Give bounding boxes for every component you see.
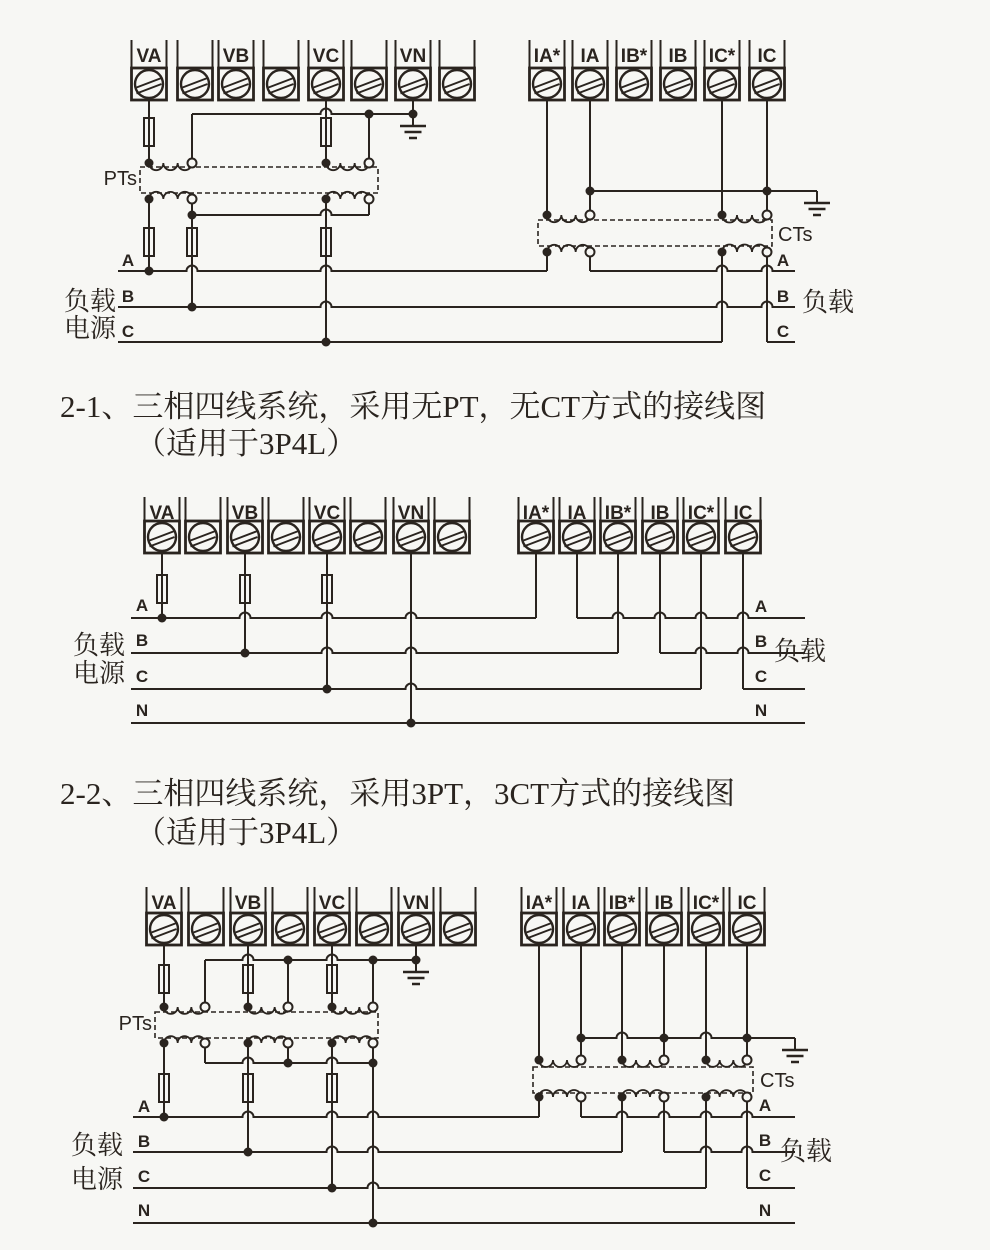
- wire: [577, 613, 805, 619]
- polarity-terminal: [586, 211, 595, 220]
- terminal-blank: [440, 40, 475, 100]
- terminal-blank: [178, 40, 213, 100]
- junction-dot: [322, 338, 331, 347]
- load-label-right: 负载: [801, 287, 855, 317]
- polarity-terminal: [763, 248, 772, 257]
- terminal-VN: [399, 887, 434, 945]
- terminal-IAstar: [530, 40, 565, 100]
- load-label-left: 负载: [72, 630, 126, 660]
- junction-dot: [160, 1113, 169, 1122]
- terminal-label: VA: [136, 46, 162, 67]
- terminal-ICstar: [684, 497, 719, 553]
- line-label-left: C: [121, 322, 135, 341]
- junction-dot: [328, 1184, 337, 1193]
- line-label-right: C: [776, 322, 790, 341]
- polarity-terminal: [660, 1056, 669, 1065]
- source-label-left: 电源: [72, 658, 126, 688]
- junction-dot: [158, 614, 167, 623]
- junction-dot: [145, 267, 154, 276]
- wire: [131, 613, 536, 619]
- line-label-right: A: [758, 1096, 772, 1115]
- diagram-no-pt-no-ct: [73, 497, 826, 728]
- transformer-winding: [539, 1060, 581, 1067]
- terminal-label: VA: [151, 893, 177, 914]
- terminal-label: VB: [231, 503, 259, 524]
- terminal-blank: [351, 497, 386, 553]
- junction-dot: [323, 685, 332, 694]
- terminal-label: IA*: [525, 893, 553, 914]
- terminal-blank: [441, 887, 476, 945]
- line-label-right: N: [754, 701, 768, 720]
- line-label-right: C: [754, 667, 768, 686]
- source-label-left: 电源: [70, 1164, 124, 1194]
- terminal-blank: [352, 40, 387, 100]
- junction-dot: [244, 1039, 253, 1048]
- wire: [133, 1112, 539, 1118]
- junction-dot: [543, 248, 552, 257]
- junction-dot: [743, 1034, 752, 1043]
- line-label-right: C: [758, 1166, 772, 1185]
- terminal-label: IC*: [708, 46, 736, 67]
- terminal-label: IA: [567, 503, 587, 524]
- earth-ground-icon: [400, 114, 426, 138]
- terminal-label: IB*: [604, 503, 632, 524]
- transformer-winding: [149, 163, 192, 170]
- terminal-label: IA*: [522, 503, 550, 524]
- diagram-2pt-2ct: [64, 40, 854, 347]
- junction-dot: [365, 110, 374, 119]
- transformer-winding: [164, 1007, 205, 1014]
- polarity-terminal: [201, 1003, 210, 1012]
- line-label-right: N: [758, 1201, 772, 1220]
- line-label-left: B: [121, 287, 135, 306]
- terminal-IA: [560, 497, 595, 553]
- load-label-right: 负载: [779, 1136, 833, 1166]
- wire: [581, 1033, 795, 1039]
- junction-dot: [660, 1034, 669, 1043]
- line-label-left: B: [135, 631, 149, 650]
- terminal-label: VB: [234, 893, 262, 914]
- terminal-label: VC: [318, 893, 346, 914]
- terminal-blank: [269, 497, 304, 553]
- junction-dot: [244, 1148, 253, 1157]
- terminal-label: IB: [668, 46, 688, 67]
- terminal-blank: [189, 887, 224, 945]
- junction-dot: [718, 248, 727, 257]
- wire: [205, 955, 416, 961]
- junction-dot: [535, 1056, 544, 1065]
- caption-line1: 2-2、三相四线系统，采用3PT，3CT方式的接线图: [60, 776, 736, 811]
- terminal-VA: [147, 887, 182, 945]
- wire: [590, 266, 795, 272]
- junction-dot: [244, 1003, 253, 1012]
- polarity-terminal: [743, 1056, 752, 1065]
- junction-dot: [577, 1034, 586, 1043]
- transformer-winding: [164, 1036, 205, 1043]
- wire: [131, 648, 618, 653]
- wire: [118, 302, 795, 308]
- terminal-label: VC: [313, 503, 341, 524]
- terminal-IC: [726, 497, 761, 553]
- transformer-winding: [622, 1060, 664, 1067]
- transformer-winding: [547, 215, 590, 222]
- junction-dot: [535, 1093, 544, 1102]
- caption-2-2: [60, 776, 735, 850]
- wire: [118, 266, 547, 272]
- transformer-group-box: [538, 220, 772, 246]
- terminal-label: IB*: [608, 893, 636, 914]
- transformer-winding: [332, 1007, 373, 1014]
- line-label-left: B: [137, 1132, 151, 1151]
- source-label-left: 电源: [63, 313, 117, 343]
- terminal-VB: [228, 497, 263, 553]
- line-label-left: C: [135, 667, 149, 686]
- junction-dot: [160, 1003, 169, 1012]
- terminal-label: IB: [650, 503, 670, 524]
- terminal-VN: [396, 40, 431, 100]
- junction-dot: [284, 1059, 293, 1068]
- terminal-IA: [564, 887, 599, 945]
- transformer-winding: [706, 1060, 747, 1067]
- junction-dot: [328, 1003, 337, 1012]
- caption-line2: （适用于3P4L）: [135, 426, 358, 461]
- terminal-label: IB: [654, 893, 674, 914]
- terminal-IA: [573, 40, 608, 100]
- line-label-left: N: [137, 1201, 151, 1220]
- line-label-right: A: [776, 251, 790, 270]
- terminal-IC: [750, 40, 785, 100]
- terminal-blank: [435, 497, 470, 553]
- line-label-right: B: [758, 1131, 772, 1150]
- terminal-label: VA: [149, 503, 175, 524]
- terminal-blank: [186, 497, 221, 553]
- junction-dot: [763, 187, 772, 196]
- junction-dot: [328, 1039, 337, 1048]
- junction-dot: [702, 1093, 711, 1102]
- ct-group-label: CTs: [778, 224, 813, 246]
- terminal-VB: [219, 40, 254, 100]
- junction-dot: [284, 956, 293, 965]
- polarity-terminal: [660, 1093, 669, 1102]
- load-label-left: 负载: [70, 1130, 124, 1160]
- transformer-winding: [332, 1036, 373, 1043]
- wire: [192, 109, 413, 114]
- junction-dot: [369, 1219, 378, 1228]
- terminal-IBstar: [601, 497, 636, 553]
- terminal-label: IC: [737, 893, 757, 914]
- junction-dot: [241, 649, 250, 658]
- polarity-terminal: [365, 195, 374, 204]
- terminal-label: VC: [312, 46, 340, 67]
- terminal-VA: [132, 40, 167, 100]
- polarity-terminal: [369, 1039, 378, 1048]
- line-label-left: C: [137, 1167, 151, 1186]
- line-label-right: B: [776, 287, 790, 306]
- terminal-label: IC: [757, 46, 777, 67]
- junction-dot: [618, 1093, 627, 1102]
- junction-dot: [586, 187, 595, 196]
- caption-2-1: [60, 389, 766, 461]
- line-label-left: A: [137, 1097, 151, 1116]
- junction-dot: [322, 159, 331, 168]
- terminal-blank: [357, 887, 392, 945]
- terminal-label: VN: [402, 893, 430, 914]
- terminal-IBstar: [605, 887, 640, 945]
- pt-group-label: PTs: [103, 168, 137, 190]
- line-label-right: B: [754, 632, 768, 651]
- polarity-terminal: [284, 1039, 293, 1048]
- terminal-VC: [309, 40, 344, 100]
- polarity-terminal: [188, 195, 197, 204]
- transformer-winding: [722, 245, 767, 252]
- terminal-label: VN: [399, 46, 427, 67]
- load-label-right: 负载: [773, 636, 827, 666]
- terminal-VN: [394, 497, 429, 553]
- ct-group-label: CTs: [760, 1070, 795, 1092]
- transformer-winding: [326, 192, 369, 199]
- terminal-IAstar: [522, 887, 557, 945]
- terminal-VC: [315, 887, 350, 945]
- junction-dot: [618, 1056, 627, 1065]
- terminal-IB: [661, 40, 696, 100]
- polarity-terminal: [763, 211, 772, 220]
- line-label-left: A: [135, 596, 149, 615]
- terminal-label: IB*: [620, 46, 648, 67]
- polarity-terminal: [577, 1056, 586, 1065]
- polarity-terminal: [188, 159, 197, 168]
- polarity-terminal: [284, 1003, 293, 1012]
- terminal-label: VN: [397, 503, 425, 524]
- wire: [664, 1147, 795, 1152]
- transformer-group-box: [140, 167, 378, 193]
- terminal-VB: [231, 887, 266, 945]
- caption-line1: 2-1、三相四线系统，采用无PT，无CT方式的接线图: [60, 389, 767, 424]
- wire: [131, 684, 701, 690]
- line-label-right: A: [754, 597, 768, 616]
- terminal-label: IA: [580, 46, 600, 67]
- junction-dot: [145, 159, 154, 168]
- terminal-IB: [643, 497, 678, 553]
- junction-dot: [543, 211, 552, 220]
- terminal-IBstar: [617, 40, 652, 100]
- line-label-left: N: [135, 701, 149, 720]
- junction-dot: [188, 303, 197, 312]
- polarity-terminal: [369, 1003, 378, 1012]
- junction-dot: [369, 1059, 378, 1068]
- transformer-group-box: [155, 1012, 378, 1038]
- junction-dot: [718, 211, 727, 220]
- junction-dot: [322, 195, 331, 204]
- polarity-terminal: [577, 1093, 586, 1102]
- terminal-IC: [730, 887, 765, 945]
- pt-group-label: PTs: [118, 1013, 152, 1035]
- junction-dot: [160, 1039, 169, 1048]
- junction-dot: [369, 956, 378, 965]
- terminal-label: IC*: [692, 893, 720, 914]
- polarity-terminal: [201, 1039, 210, 1048]
- terminal-IAstar: [519, 497, 554, 553]
- terminal-blank: [273, 887, 308, 945]
- terminal-ICstar: [705, 40, 740, 100]
- wire: [192, 210, 369, 215]
- earth-ground-icon: [782, 1038, 808, 1062]
- polarity-terminal: [743, 1093, 752, 1102]
- junction-dot: [145, 195, 154, 204]
- junction-dot: [188, 211, 197, 220]
- polarity-terminal: [586, 248, 595, 257]
- terminal-label: VB: [222, 46, 250, 67]
- terminal-label: IC*: [687, 503, 715, 524]
- caption-line2: （适用于3P4L）: [135, 815, 358, 850]
- terminal-blank: [264, 40, 299, 100]
- transformer-winding: [722, 215, 767, 223]
- polarity-terminal: [365, 159, 374, 168]
- earth-ground-icon: [403, 960, 429, 984]
- load-label-left: 负载: [63, 286, 117, 316]
- terminal-label: IA: [571, 893, 591, 914]
- terminal-VA: [145, 497, 180, 553]
- terminal-ICstar: [689, 887, 724, 945]
- terminal-label: IA*: [533, 46, 561, 67]
- junction-dot: [407, 719, 416, 728]
- terminal-IB: [647, 887, 682, 945]
- diagram-3pt-3ct: [71, 887, 832, 1228]
- terminal-VC: [310, 497, 345, 553]
- wire: [133, 1183, 706, 1189]
- line-label-left: A: [121, 251, 135, 270]
- wire: [133, 1147, 622, 1152]
- terminal-label: IC: [733, 503, 753, 524]
- junction-dot: [702, 1056, 711, 1065]
- earth-ground-icon: [804, 191, 830, 215]
